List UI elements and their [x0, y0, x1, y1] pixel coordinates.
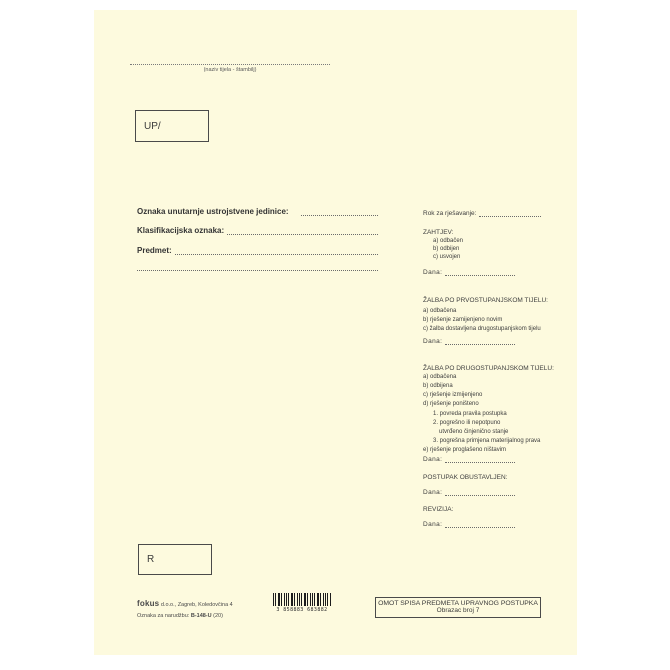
field-unit-label: Oznaka unutarnje ustrojstvene jedinice:: [137, 207, 289, 216]
appeal-second-subitem-3: 3. pogrešna primjena materijalnog prava: [433, 438, 541, 444]
appeal-first-item-a: a) odbačena: [423, 308, 457, 314]
zahtjev-item-c: c) usvojen: [433, 254, 461, 260]
zahtjev-date-row: [423, 269, 515, 276]
field-row-unit: [137, 207, 378, 216]
appeal-first-date-label: Dana:: [423, 338, 443, 345]
appeal-first-date-line: [445, 338, 515, 345]
barcode-bars: [273, 593, 331, 606]
publisher-logo-text: fokus: [137, 599, 160, 608]
publisher-line: [137, 596, 233, 611]
field-row-classification: [137, 226, 378, 235]
appeal-second-item-a: a) odbačena: [423, 374, 457, 380]
field-unit-line: [301, 208, 378, 216]
appeal-second-title: ŽALBA PO DRUGOSTUPANJSKOM TIJELU:: [423, 365, 554, 372]
up-box-label: UP/: [144, 120, 161, 132]
appeal-second-item-b: b) odbijena: [423, 383, 453, 389]
right-column: [423, 10, 554, 655]
appeal-second-item-c: c) rješenje izmijenjeno: [423, 392, 483, 398]
appeal-first-item-c: c) žalba dostavljena drugostupanjskom tijelu: [423, 326, 541, 332]
revision-date-row: [423, 521, 515, 528]
up-number-box: [135, 110, 209, 142]
appeal-second-date-row: [423, 456, 515, 463]
zahtjev-title: ZAHTJEV:: [423, 229, 454, 236]
stamp-dotted-line: [130, 56, 330, 65]
field-classification-label: Klasifikacijska oznaka:: [137, 226, 225, 235]
publisher-address: d.o.o., Zagreb, Koledovčina 4: [160, 602, 233, 608]
deadline-line: [479, 210, 541, 217]
revision-title: REVIZIJA:: [423, 506, 454, 513]
procedure-suspended-date-line: [445, 489, 515, 496]
appeal-first-item-b: b) rješenje zamijenjeno novim: [423, 317, 503, 323]
procedure-suspended-date-row: [423, 489, 515, 496]
publisher-info: [137, 596, 233, 622]
revision-date-label: Dana:: [423, 521, 443, 528]
appeal-second-subitem-2: 2. pogrešno ili nepotpuno: [433, 420, 501, 426]
appeal-second-item-e: e) rješenje proglašeno ništavim: [423, 447, 507, 453]
appeal-second-subitem-1: 1. povreda pravila postupka: [433, 411, 507, 417]
registered-mail-box: [138, 544, 212, 575]
order-label: Oznaka za narudžbu:: [137, 613, 190, 620]
appeal-first-date-row: [423, 338, 515, 345]
appeal-second-date-label: Dana:: [423, 456, 443, 463]
zahtjev-date-label: Dana:: [423, 269, 443, 276]
appeal-second-date-line: [445, 456, 515, 463]
appeal-second-item-d: d) rješenje poništeno: [423, 401, 479, 407]
form-number: Obrazac broj 7: [436, 607, 480, 614]
order-suffix: (20): [213, 613, 223, 620]
procedure-suspended-date-label: Dana:: [423, 489, 443, 496]
zahtjev-item-b: b) odbijen: [433, 246, 460, 252]
appeal-second-subitem-2-continued: utvrđeno činjenično stanje: [439, 429, 509, 435]
appeal-first-title: ŽALBA PO PRVOSTUPANJSKOM TIJELU:: [423, 297, 548, 304]
barcode: [272, 593, 332, 613]
form-sheet: [94, 10, 577, 655]
field-subject-line: [175, 247, 378, 255]
form-title-box: [375, 597, 541, 618]
procedure-suspended-title: POSTUPAK OBUSTAVLJEN:: [423, 474, 508, 481]
field-row-subject-continuation: [137, 263, 378, 271]
field-row-subject: [137, 246, 378, 255]
barcode-digits: 3 858883 683882: [276, 607, 328, 613]
zahtjev-date-line: [445, 269, 515, 276]
form-title: OMOT SPISA PREDMETA UPRAVNOG POSTUPKA: [378, 600, 538, 607]
registered-mail-label: R: [147, 554, 155, 565]
stamp-area: [130, 56, 330, 73]
order-line: [137, 611, 233, 621]
order-code: B-148-U: [190, 613, 212, 620]
zahtjev-item-a: a) odbačen: [433, 238, 464, 244]
revision-date-line: [445, 521, 515, 528]
field-classification-line: [227, 227, 378, 235]
deadline-label: Rok za rješavanje:: [423, 210, 477, 217]
stamp-caption: (naziv tijela - štambilj): [203, 66, 257, 73]
field-subject-continuation-line: [137, 263, 378, 271]
field-subject-label: Predmet:: [137, 246, 172, 255]
deadline-row: [423, 210, 541, 217]
